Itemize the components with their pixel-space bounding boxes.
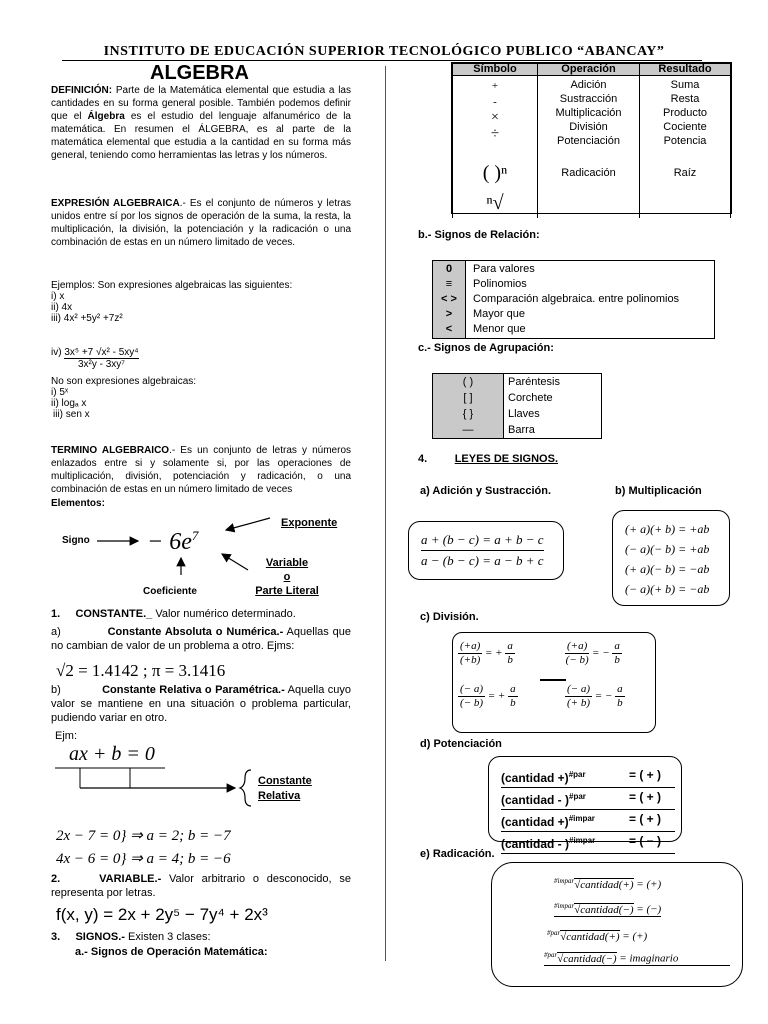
definicion-label: DEFINICIÓN: xyxy=(51,85,113,96)
relacion-row: < Menor que xyxy=(445,323,526,335)
column-divider xyxy=(385,66,386,961)
leyes-heading: 4. LEYES DE SIGNOS. xyxy=(418,453,559,465)
relacion-row: ≡ Polinomios xyxy=(445,278,527,290)
variable-section: 2. VARIABLE.- Valor arbitrario o desconocido, se representa por letras. xyxy=(51,873,351,899)
rad-row-3: $^{\#par}$√cantidad(+) = (+) xyxy=(547,929,648,943)
rad-row-1: $^{\#impar}$√cantidad(+) = (+) xyxy=(554,877,662,891)
div-rule-4: $\frac{(- a)}{(+ b)}$ = − $\frac{a}{b}$ xyxy=(567,683,623,709)
agrupacion-row: ( ) Paréntesis xyxy=(462,376,560,388)
pot-row-4: (cantidad - )$^{\#impar}$ = ( − ) xyxy=(501,832,675,854)
op-header-operacion: Operación xyxy=(538,64,640,76)
no-ejemplos-list: No son expresiones algebraicas: i) 5ˣ ii) logₐ x iii) sen x xyxy=(51,376,197,420)
radicacion-box xyxy=(491,862,743,987)
multiplicacion-heading: b) Multiplicación xyxy=(615,485,702,497)
agrupacion-table xyxy=(432,373,602,439)
coeficiente-label: Coeficiente xyxy=(143,586,197,597)
adicion-box: a + (b − c) = a + b − c a − (b − c) = a − b + c xyxy=(408,521,564,580)
definicion-paragraph: DEFINICIÓN: Parte de la Matemática elemental que estudia a las cantidades en su forma general posible. También podemos definir que el Álgebra es el estudio del lenguaje alfanumérico de la matemática. En resumen el ÁLGEBRA, es al parte de la matemática elemental que estudia a la cantidad en su forma más general, teniendo como herramientas las letras y los números. xyxy=(51,85,351,161)
header-underline xyxy=(62,60,702,61)
op-header-resultado: Resultado xyxy=(640,64,731,76)
pot-row-3: (cantidad +)$^{\#impar}$ = ( + ) xyxy=(501,810,675,832)
div-rule-1: $\frac{(+a)}{(+b)}$ = + $\frac{a}{b}$ xyxy=(460,640,513,666)
termino-paragraph: TERMINO ALGEBRAICO.- Es un conjunto de letras y números enlazados entre si y solamente si, por las operaciones de multiplicación, división, potenciación y radicación, o una combinación de estas en un número limitado de veces xyxy=(51,445,352,495)
termino-label: TERMINO ALGEBRAICO xyxy=(51,445,170,456)
pot-row-1: (cantidad +)$^{\#par}$ = ( + ) xyxy=(501,766,675,788)
potenciacion-heading: d) Potenciación xyxy=(420,738,502,750)
potenciacion-box xyxy=(488,756,682,851)
constante-relativa-eq: ax + b = 0 xyxy=(69,743,155,765)
agrupacion-row: — Barra xyxy=(462,424,535,436)
ejemplos-list: Ejemplos: Son expresiones algebraicas las siguientes: i) x ii) 4x iii) 4x² +5y² +7z² xyxy=(51,280,293,324)
op-names: Adición Sustracción Multiplicación División Potenciación xyxy=(538,76,640,158)
op-header-simbolo: Símbolo xyxy=(453,64,538,76)
ejemplo-iv: iv) $\frac{\text{3x⁵ +7 √x² - 5xy⁴}}{\text{3x²y - 3xy⁷}}$ xyxy=(51,347,139,370)
agrupacion-heading: c.- Signos de Agrupación: xyxy=(418,342,554,354)
relacion-row: 0 Para valores xyxy=(445,263,535,275)
division-box xyxy=(452,632,656,733)
exponente-label: Exponente xyxy=(281,517,338,529)
page-title: ALGEBRA xyxy=(150,62,249,84)
op-symbols: + - × ÷ xyxy=(453,76,538,158)
constante-heading: 1. CONSTANTE._ Valor numérico determinado. xyxy=(51,608,296,620)
termino-expression: − $6e^7$ xyxy=(147,528,199,555)
relacion-row: < > Comparación algebraica. entre polinomios xyxy=(441,293,680,305)
constante-b: b) Constante Relativa o Paramétrica.- Aquella cuyo valor se mantiene en una situación o problema particular, pudiendo variar en otro. xyxy=(51,684,351,724)
constante-relativa-label: Constante Relativa xyxy=(258,775,312,802)
variable-labels: Variable o Parte Literal xyxy=(255,557,319,597)
signo-label: Signo xyxy=(62,535,90,546)
signos-section: 3. SIGNOS.- Existen 3 clases: xyxy=(51,931,211,943)
multiplicacion-box: (+ a)(+ b) = +ab (− a)(− b) = +ab (+ a)(− b) = −ab (− a)(+ b) = −ab xyxy=(612,510,730,606)
rad-row-2: $^{\#impar}$√cantidad(−) = (−) xyxy=(554,902,662,916)
division-heading: c) División. xyxy=(420,611,479,623)
adicion-heading: a) Adición y Sustracción. xyxy=(420,485,552,497)
agrupacion-row: [ ] Corchete xyxy=(463,392,553,404)
relacion-table xyxy=(432,260,715,339)
signos-operacion-heading: a.- Signos de Operación Matemática: xyxy=(75,946,268,958)
elementos-label: Elementos: xyxy=(51,498,105,509)
expresion-label: EXPRESIÓN ALGEBRAICA xyxy=(51,198,180,209)
op-results: Suma Resta Producto Cociente Potencia xyxy=(640,76,731,158)
div-rule-2: $\frac{(+a)}{(- b)}$ = − $\frac{a}{b}$ xyxy=(565,640,620,666)
constante-absoluta-eq: √2 = 1.4142 ; π = 3.1416 xyxy=(56,661,226,680)
rad-row-4: $^{\#par}$√cantidad(−) = imaginario xyxy=(544,951,730,966)
variable-function-eq: f(x, y) = 2x + 2y⁵ − 7y⁴ + 2x³ xyxy=(56,905,268,924)
agrupacion-row: { } Llaves xyxy=(462,408,540,420)
expresion-paragraph: EXPRESIÓN ALGEBRAICA.- Es el conjunto de números y letras unidos entre sí por los signos de operación de la suma, la resta, la multiplicación, la división, la potenciación y la radicación o una combinación de estas en un número limitado de veces. xyxy=(51,198,352,248)
constante-diagram xyxy=(55,760,265,820)
constante-a: a) Constante Absoluta o Numérica.- Aquellas que no cambian de valor de un problema a otro. Ejms: xyxy=(51,626,352,652)
ejm-label: Ejm: xyxy=(55,730,77,742)
operation-table: Símbolo Operación Resultado + - × ÷ Adición Sustracción Multiplicación División Potenciación Suma Resta Producto Cociente Potencia ( )ⁿ ⁿ√ Radicación Raíz xyxy=(451,62,732,214)
radicacion-heading: e) Radicación. xyxy=(420,848,495,860)
institution-header: INSTITUTO DE EDUCACIÓN SUPERIOR TECNOLÓGICO PUBLICO “ABANCAY” xyxy=(103,44,665,59)
constante-examples: 2x − 7 = 0} ⇒ a = 2; b = −7 4x − 6 = 0} ⇒ a = 4; b = −6 xyxy=(56,828,231,867)
relacion-row: > Mayor que xyxy=(445,308,525,320)
op-symbols-2: ( )ⁿ ⁿ√ xyxy=(453,158,538,218)
pot-row-2: (cantidad - )$^{\#par}$ = ( + ) xyxy=(501,788,675,810)
relacion-heading: b.- Signos de Relación: xyxy=(418,229,540,241)
div-rule-3: $\frac{(- a)}{(- b)}$ = + $\frac{a}{b}$ xyxy=(460,683,516,709)
